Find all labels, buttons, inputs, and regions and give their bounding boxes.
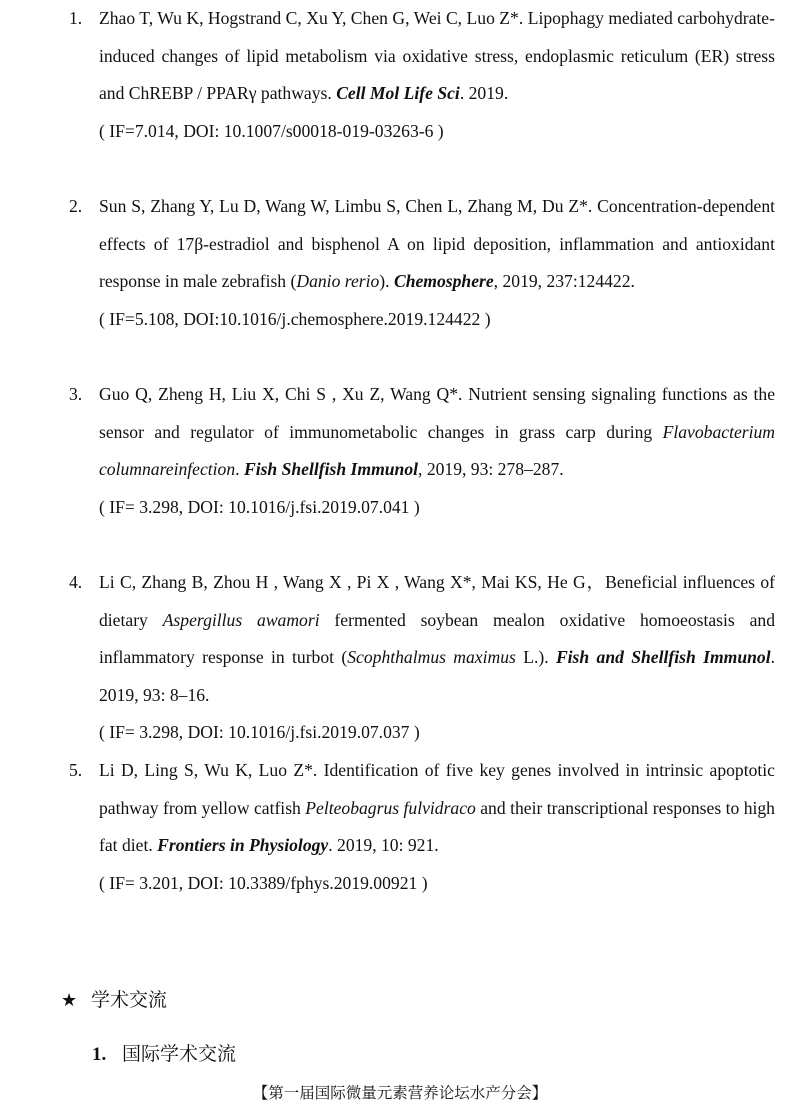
- reference-title: Identification of five key genes involved in intrinsic apoptotic pathway from yellow catfish: [99, 760, 775, 818]
- subsection-number: 1.: [92, 1044, 107, 1065]
- reference-authors: Li D, Ling S, Wu K, Luo Z*.: [99, 760, 324, 780]
- reference-item: [62, 752, 775, 902]
- reference-title-end: ).: [379, 271, 394, 292]
- reference-journal: Chemosphere: [393, 271, 494, 292]
- reference-year: , 2019, 93: 278–287.: [418, 459, 564, 480]
- reference-authors: Zhao T, Wu K, Hogstrand C, Xu Y, Chen G, Wei C, Luo Z*.: [99, 8, 528, 28]
- reference-title: Lipophagy mediated carbohydrate-induced changes of lipid metabolism via oxidative stress, endoplasmic reticulum (ER) stress and ChREBP / PPARγ pathways.: [99, 8, 775, 104]
- reference-number: 1.: [69, 8, 83, 28]
- reference-title: Beneficial influences of dietary: [99, 572, 775, 630]
- reference-impact-factor: ( IF= 3.201, DOI: 10.3389/fphys.2019.00921 ): [99, 872, 428, 893]
- reference-item: [62, 0, 775, 150]
- reference-citation: [99, 0, 775, 113]
- reference-species: Aspergillus awamori: [162, 609, 320, 630]
- reference-number: 4.: [69, 572, 83, 592]
- reference-citation: [99, 188, 775, 301]
- subsection-heading: [92, 1039, 236, 1070]
- reference-impact-factor: ( IF=7.014, DOI: 10.1007/s00018-019-03263-6 ): [99, 120, 444, 141]
- reference-impact-factor: ( IF= 3.298, DOI: 10.1016/j.fsi.2019.07.037 ): [99, 722, 420, 743]
- reference-item: [62, 564, 775, 752]
- reference-year: . 2019, 10: 921.: [328, 835, 439, 856]
- reference-title-end: .: [235, 459, 244, 480]
- reference-year: . 2019.: [459, 83, 509, 104]
- reference-impact-factor: ( IF=5.108, DOI:10.1016/j.chemosphere.2019.124422 ): [99, 308, 491, 329]
- reference-citation: [99, 376, 775, 489]
- reference-number: 5.: [69, 760, 83, 780]
- reference-title-end: L.).: [515, 647, 556, 668]
- reference-authors: Li C, Zhang B, Zhou H , Wang X , Pi X , Wang X*, Mai KS, He G，: [99, 572, 606, 592]
- reference-title: Nutrient sensing signaling functions as the sensor and regulator of immunometabolic changes in grass carp during: [99, 384, 776, 442]
- subsection-title: 国际学术交流: [122, 1043, 237, 1065]
- reference-year: . 2019, 93: 8–16.: [99, 647, 775, 705]
- reference-citation: [99, 752, 775, 865]
- reference-title-middle: fermented soybean mealon oxidative homoeostasis and inflammatory response in turbot (: [99, 609, 776, 668]
- reference-species: Flavobacterium columnareinfection: [99, 421, 775, 480]
- reference-number: 2.: [69, 196, 83, 216]
- star-icon: ★: [61, 990, 78, 1011]
- reference-impact-factor: ( IF= 3.298, DOI: 10.1016/j.fsi.2019.07.041 ): [99, 496, 420, 517]
- reference-journal: Cell Mol Life Sci: [336, 83, 460, 104]
- reference-species: Pelteobagrus fulvidraco: [305, 797, 476, 818]
- reference-title-end: and their transcriptional responses to high fat diet.: [99, 797, 775, 856]
- figure-caption: 【第一届国际微量元素营养论坛水产分会】: [252, 1084, 548, 1102]
- reference-year: , 2019, 237:124422.: [493, 271, 635, 292]
- reference-item: [62, 188, 775, 338]
- reference-authors: Guo Q, Zheng H, Liu X, Chi S , Xu Z, Wang Q*.: [99, 384, 469, 404]
- reference-citation: [99, 564, 775, 714]
- reference-species: Danio rerio: [296, 271, 380, 292]
- section-heading: [61, 985, 167, 1016]
- reference-title: Concentration-dependent effects of 17β-estradiol and bisphenol A on lipid deposition, inflammation and antioxidant response in male zebrafish (: [99, 196, 775, 292]
- reference-authors: Sun S, Zhang Y, Lu D, Wang W, Limbu S, Chen L, Zhang M, Du Z*.: [99, 196, 598, 216]
- reference-item: [62, 376, 775, 526]
- reference-species-2: Scophthalmus maximus: [347, 647, 516, 668]
- reference-journal: Fish Shellfish Immunol: [243, 459, 419, 480]
- reference-journal: Frontiers in Physiology: [157, 835, 329, 856]
- reference-journal: Fish and Shellfish Immunol: [555, 647, 771, 668]
- reference-number: 3.: [69, 384, 83, 404]
- section-title: 学术交流: [91, 989, 168, 1011]
